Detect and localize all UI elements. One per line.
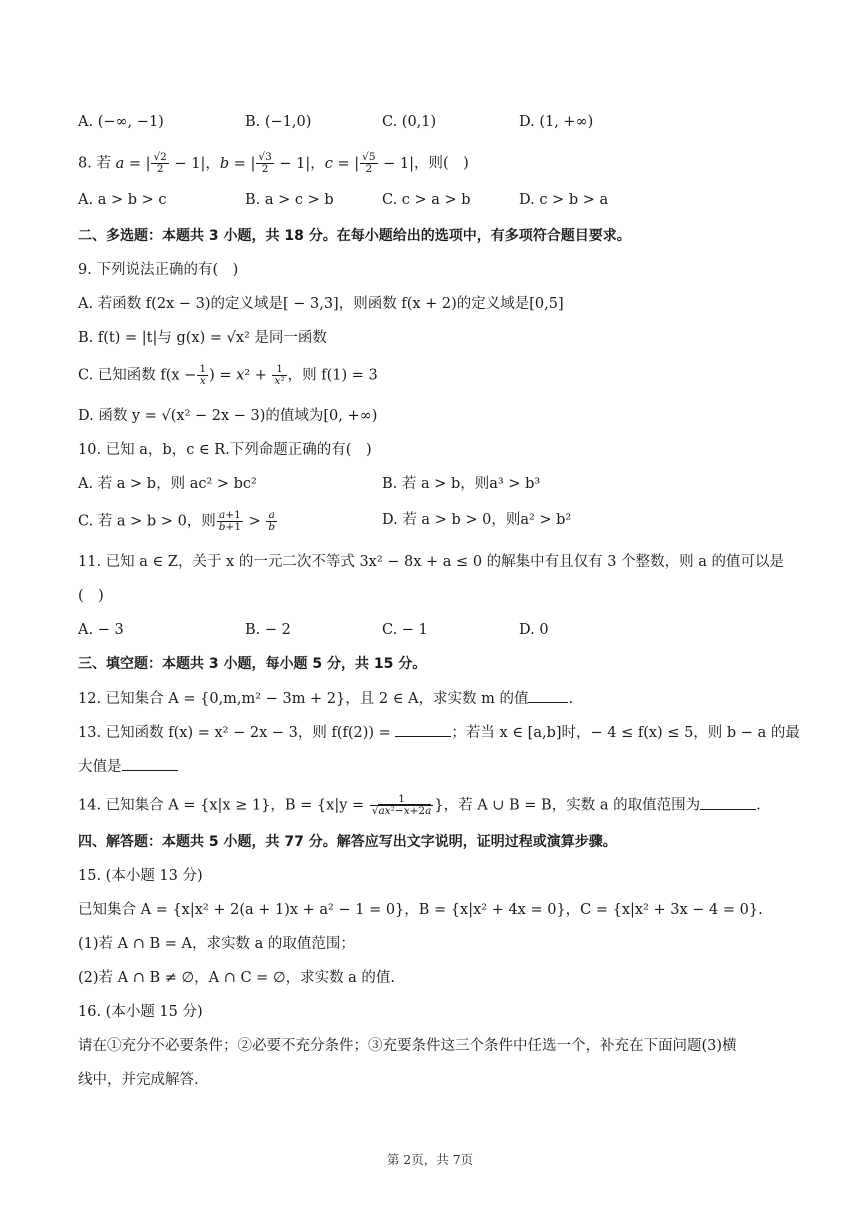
q7-option-d: D. (1, +∞) — [519, 114, 594, 130]
q9-option-c-pre: C. 已知函数 f(x − — [78, 367, 197, 384]
q16-line-1: 请在①充分不必要条件；②必要不充分条件；③充要条件这三个条件中任选一个，补充在下面问题(3)横 — [78, 1038, 737, 1054]
section-4-heading: 四、解答题：本题共 5 小题，共 77 分。解答应写出文字说明，证明过程或演算步骤。 — [78, 834, 617, 850]
q10-option-d: D. 若 a > b > 0，则a² > b² — [382, 512, 572, 528]
q8-expression: a = | $\frac{√2}{2}$ − 1|，b = | $\frac{√3}{2}$ − 1|，c = | $\frac{√5}{2}$ − 1| — [115, 151, 415, 175]
q15-given: 已知集合 A = {x|x² + 2(a + 1)x + a² − 1 = 0}，B = {x|x² + 4x = 0}，C = {x|x² + 3x − 4 = 0}. — [78, 902, 763, 918]
section-3-heading: 三、填空题：本题共 3 小题，每小题 5 分，共 15 分。 — [78, 656, 427, 672]
q9-stem: 9. 下列说法正确的有( ) — [78, 262, 239, 278]
q8-text-pre: 若 — [96, 155, 111, 172]
q11-option-a: A. − 3 — [78, 622, 124, 638]
q13-line-2 — [78, 756, 790, 777]
q10-stem: 10. 已知 a，b，c ∈ R.下列命题正确的有( ) — [78, 442, 372, 458]
q7-option-c: C. (0,1) — [382, 114, 437, 130]
q14: 14. 已知集合 A = {x|x ≥ 1}，B = {x|y = $\frac{1}{\text{√ax²−x+2a}}$ }，若 A ∪ B = B，实数 a 的取值范围为 . — [78, 793, 761, 817]
q8-option-b: B. a > c > b — [245, 192, 334, 208]
page-number-footer: 第 2页，共 7页 — [386, 1152, 474, 1167]
q13-answer-blank-1[interactable] — [395, 722, 451, 737]
q13-text-a: 13. 已知函数 f(x) = x² − 2x − 3，则 f(f(2)) = — [78, 725, 391, 741]
q8-stem — [78, 152, 790, 175]
q9-option-a: A. 若函数 f(2x − 3)的定义域是[ − 3,3]，则函数 f(x + 2)的定义域是[0,5] — [78, 296, 564, 312]
q8-option-d: D. c > b > a — [519, 192, 609, 208]
q10-option-b: B. 若 a > b，则a³ > b³ — [382, 476, 541, 492]
q8-text-end: ，则( ) — [414, 155, 469, 172]
q11-option-c: C. − 1 — [382, 622, 428, 638]
q9-option-c-post: ，则 f(1) = 3 — [287, 367, 378, 384]
q14-text-post: }，若 A ∪ B = B，实数 a 的取值范围为 — [434, 797, 701, 814]
q11-option-b: B. − 2 — [245, 622, 291, 638]
q7-option-b: B. (−1,0) — [245, 114, 312, 130]
q11-paren: ( ) — [78, 588, 104, 604]
q15-head: 15. (本小题 13 分) — [78, 868, 203, 884]
q12-answer-blank[interactable] — [528, 688, 568, 703]
q9-option-c: C. 已知函数 f(x − $\frac{1}{x}$ ) = x² + $\frac{1}{\text{x²}}$ ，则 f(1) = 3 — [78, 363, 378, 387]
q9-option-b: B. f(t) = |t|与 g(x) = √x² 是同一函数 — [78, 330, 327, 346]
section-2-heading: 二、多选题：本题共 3 小题，共 18 分。在每小题给出的选项中，有多项符合题目要求。 — [78, 228, 631, 244]
q8-number: 8. — [78, 155, 92, 172]
q10-option-a: A. 若 a > b，则 ac² > bc² — [78, 476, 257, 492]
q14-answer-blank[interactable] — [700, 795, 756, 810]
q11-option-d: D. 0 — [519, 622, 549, 638]
q7-option-a: A. (−∞, −1) — [78, 114, 164, 130]
q10-option-c-pre: C. 若 a > b > 0，则 — [78, 513, 216, 530]
q9-option-d: D. 函数 y = √(x² − 2x − 3)的值域为[0, +∞) — [78, 408, 378, 424]
q13-text-b: ；若当 x ∈ [a,b]时，− 4 ≤ f(x) ≤ 5，则 b − a 的最 — [451, 725, 800, 741]
q11-stem: 11. 已知 a ∈ Z，关于 x 的一元二次不等式 3x² − 8x + a ≤ 0 的解集中有且仅有 3 个整数，则 a 的值可以是 — [78, 554, 784, 570]
q12: 12. 已知集合 A = {0,m,m² − 3m + 2}，且 2 ∈ A，求实数 m 的值 . — [78, 688, 790, 709]
q16-head: 16. (本小题 15 分) — [78, 1004, 203, 1020]
q13-line-1 — [78, 722, 800, 743]
q13-answer-blank-2[interactable] — [122, 756, 178, 771]
q13-text-line2: 大值是 — [78, 759, 122, 775]
q10-option-c: C. 若 a > b > 0，则 $\frac{a+1}{b+1}$ > $\frac{a}{b}$ — [78, 509, 276, 533]
q14-fraction: $\frac{1}{\text{√ax²−x+2a}}$ — [371, 793, 432, 817]
q12-text: 12. 已知集合 A = {0,m,m² − 3m + 2}，且 2 ∈ A，求实数 m 的值 — [78, 691, 529, 707]
q16-line-2: 线中，并完成解答. — [78, 1072, 199, 1088]
q15-part-2: (2)若 A ∩ B ≠ ∅，A ∩ C = ∅，求实数 a 的值. — [78, 970, 396, 986]
q14-text-pre: 14. 已知集合 A = {x|x ≥ 1}，B = {x|y = — [78, 797, 365, 814]
q8-option-a: A. a > b > c — [78, 192, 167, 208]
q8-option-c: C. c > a > b — [382, 192, 471, 208]
q15-part-1: (1)若 A ∩ B = A，求实数 a 的取值范围； — [78, 936, 355, 952]
